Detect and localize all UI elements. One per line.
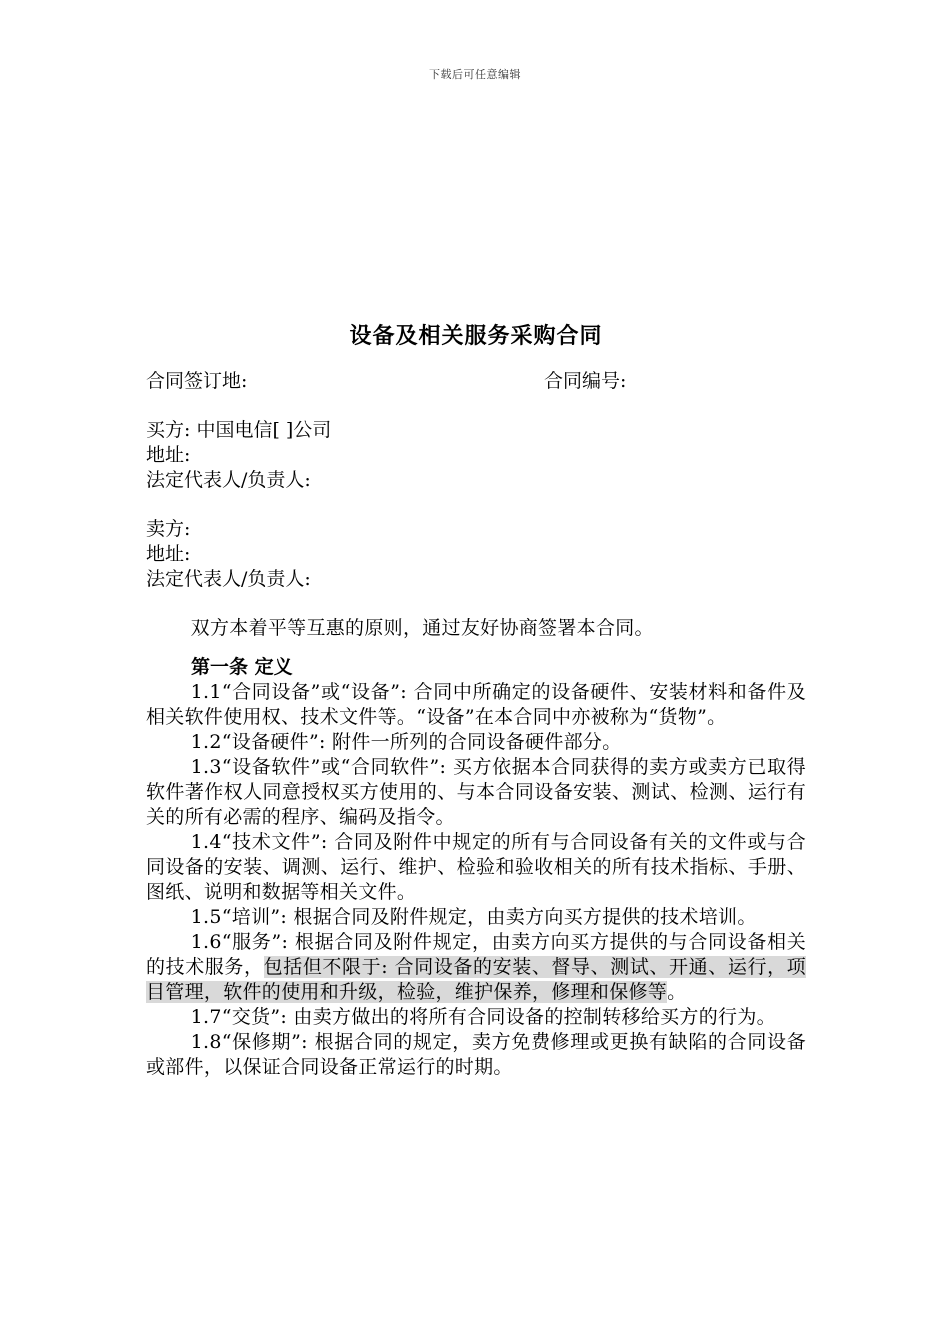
clause-1-6: [146, 930, 806, 1005]
clause-1-4: 1.4“技术文件”: 合同及附件中规定的所有与合同设备有关的文件或与合同设备的安装、调测、运行、维护、检验和验收相关的所有技术指标、手册、图纸、说明和数据等相关文件。: [146, 831, 806, 903]
clause-1-7: 1.7“交货”: 由卖方做出的将所有合同设备的控制转移给买方的行为。: [190, 1006, 776, 1028]
seller-representative: 法定代表人/负责人:: [146, 568, 311, 590]
clause-1-8: 1.8“保修期”: 根据合同的规定，卖方免费修理或更换有缺陷的合同设备或部件，以保证合同设备正常运行的时期。: [146, 1031, 806, 1078]
contract-document: [146, 318, 806, 1080]
buyer-representative: 法定代表人/负责人:: [146, 469, 311, 491]
clause-1-2: 1.2“设备硬件”: 附件一所列的合同设备硬件部分。: [190, 731, 622, 753]
clause-1-6-text: 1.6“服务”: 根据合同及附件规定，由卖方向买方提供的与合同设备相关的技术服务，: [146, 931, 806, 978]
clause-1-5: 1.5“培训”: 根据合同及附件规定，由卖方向买方提供的技术培训。: [190, 906, 757, 928]
header-note: 下载后可任意编辑: [429, 68, 521, 81]
clause-1-6-highlight: 包括但不限于: 合同设备的安装、督导、测试、开通、运行，项目管理，软件的使用和升级，检验，维护保养，修理和保修等: [146, 956, 806, 1003]
buyer-name: 买方: 中国电信[ ]公司: [146, 419, 332, 441]
clause-1-3: 1.3“设备软件”或“合同软件”: 买方依据本合同获得的卖方或卖方已取得软件著作权人同意授权买方使用的、与本合同设备安装、测试、检测、运行有关的所有必需的程序、编码及指令。: [146, 756, 806, 828]
intro-paragraph: 双方本着平等互惠的原则，通过友好协商签署本合同。: [190, 617, 654, 639]
article-1-heading: 第一条 定义: [191, 656, 293, 678]
clause-1-1: 1.1“合同设备”或“设备”: 合同中所确定的设备硬件、安装材料和备件及相关软件使用权、技术文件等。“设备”在本合同中亦被称为“货物”。: [146, 681, 806, 728]
signing-place-label: 合同签订地:: [146, 370, 248, 392]
seller-block: [146, 517, 806, 592]
contract-meta-row: [146, 369, 806, 394]
buyer-address: 地址:: [146, 444, 191, 466]
document-title: 设备及相关服务采购合同: [349, 323, 603, 349]
seller-name: 卖方:: [146, 518, 191, 540]
contract-number-label: 合同编号:: [544, 370, 627, 392]
buyer-block: [146, 418, 806, 493]
clause-1-6-end: 。: [667, 981, 687, 1003]
seller-address: 地址:: [146, 543, 191, 565]
